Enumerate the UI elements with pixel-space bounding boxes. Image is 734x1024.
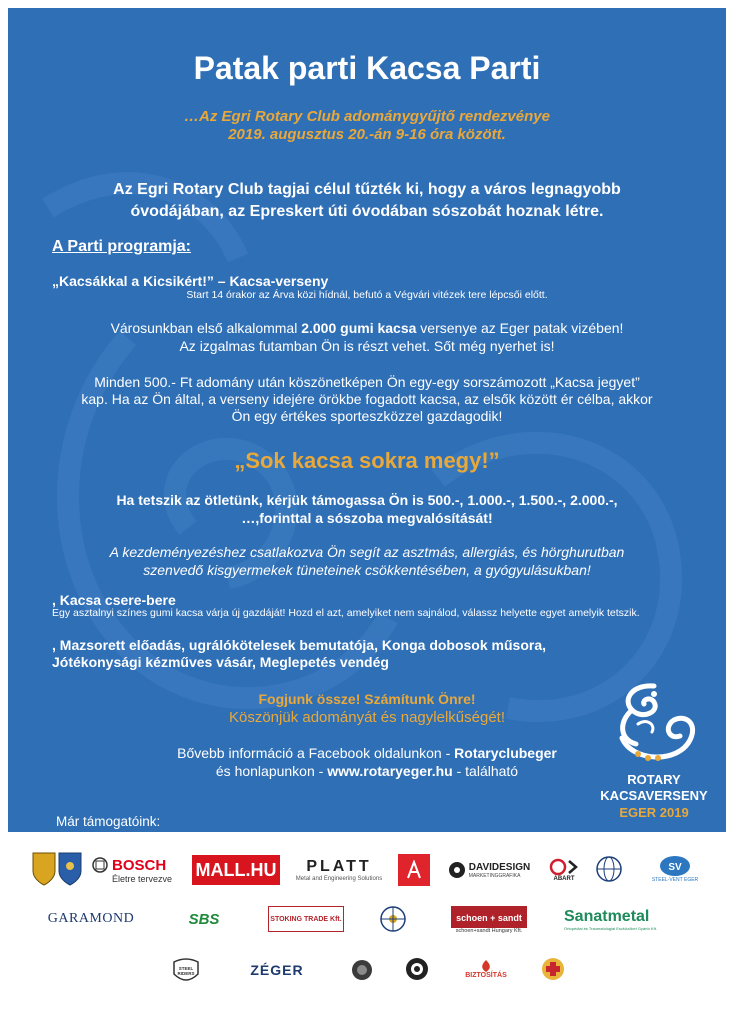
sponsor-mall <box>192 855 280 885</box>
ducks-line-1-before: Városunkban első alkalommal <box>110 320 302 336</box>
sponsor-stoking <box>268 906 344 932</box>
coat-of-arms-icon <box>30 850 84 888</box>
subtitle-date: 2019. augusztus 20.-án 9-16 óra között. <box>228 126 506 143</box>
biztositas-flame-icon <box>478 960 494 972</box>
steel-vent-name: STEEL-VENT EGER <box>651 877 699 883</box>
abart-name: ABART <box>553 876 575 882</box>
zeger-name: ZÉGER <box>250 962 304 978</box>
swap-title: , Kacsa csere-bere <box>52 592 176 608</box>
bosch-tagline: Életre tervezve <box>112 873 173 884</box>
swap-detail: Egy asztalnyi színes gumi kacsa várja új gazdáját! Hozd el azt, amelyiket nem sajnálod, válassz helyette egyet amelyik tetszik. <box>52 607 640 619</box>
support-line-1: Ha tetszik az ötletünk, kérjük támogassa Ön is 500.-, 1.000.-, 1.500.-, 2.000.-, <box>116 492 618 508</box>
svg-text:STEEL: STEEL <box>178 966 194 971</box>
svg-text:SV: SV <box>668 862 682 873</box>
logo-text-rotary: ROTARY <box>627 772 681 787</box>
steel-riders-badge-icon <box>171 956 201 986</box>
donate-line-1: Minden 500.- Ft adomány után köszönetképen Ön egy-egy sorszámozott „Kacsa jegyet” <box>94 374 640 390</box>
sponsor-garamond <box>44 906 138 932</box>
race-title: „Kacsákkal a Kicsikért!” – Kacsa-verseny <box>52 273 329 289</box>
davidesign-name: DAVIDESIGN <box>468 861 531 873</box>
sponsor-hkik <box>594 854 624 884</box>
slogan: „Sok kacsa sokra megy!” <box>234 448 500 473</box>
sponsor-davidesign <box>442 856 536 884</box>
sponsor-abart <box>544 852 584 888</box>
steel-vent-icon <box>659 855 691 877</box>
sponsor-biztositas <box>460 954 512 984</box>
davidesign-tagline: MARKETINGGRAFIKA <box>468 872 521 879</box>
bosch-armature-icon <box>92 857 108 873</box>
poster <box>8 8 726 832</box>
sanatmetal-name: Sanatmetal <box>564 907 650 925</box>
sponsor-bosch <box>92 852 184 888</box>
sponsor-red-a-logo <box>398 854 430 886</box>
stoking-name: STOKING TRADE Kft. <box>270 915 342 923</box>
donate-line-3: Ön egy értékes sporteszközzel gazdagodik! <box>231 408 503 424</box>
race-detail: Start 14 órakor az Árva közi hídnál, befutó a Végvári vitézek tere lépcsői előtt. <box>186 289 548 301</box>
intro-line-2: óvodájában, az Epreskert úti óvodában sószobát hoznak létre. <box>130 203 604 220</box>
intro-line-1: Az Egri Rotary Club tagjai célul tűzték ki, hogy a város legnagyobb <box>113 181 621 198</box>
logo-text-kacsaverseny: KACSAVERSENY <box>600 788 708 803</box>
schoen-tagline: schoen+sandt Hungary Kft. <box>455 928 523 934</box>
sponsor-zeger <box>240 958 314 982</box>
sponsor-steel-riders <box>170 955 202 987</box>
bosch-name: BOSCH <box>112 856 167 874</box>
sponsor-round-logo-1 <box>350 958 374 982</box>
events-line-2: Jótékonysági kézműves vásár, Meglepetés vendég <box>52 654 389 670</box>
ducks-count: 2.000 gumi kacsa <box>301 320 417 336</box>
sbs-name: SBS <box>188 910 220 928</box>
initiative-line-2: szenvedő kisgyermekek tüneteinek csökkentésében, a gyógyulásukban! <box>143 562 591 578</box>
rotary-duck-race-logo <box>594 678 714 828</box>
hkik-globe-icon <box>595 855 623 883</box>
round-badge-icon <box>405 957 429 981</box>
letter-a-icon <box>404 860 424 880</box>
logo-text-eger-2019: EGER 2019 <box>619 805 689 820</box>
sponsor-sbs <box>176 906 232 932</box>
subtitle-organizer: …Az Egri Rotary Club adománygyűjtő rendezvénye <box>184 108 550 125</box>
program-heading: A Parti programja: <box>52 238 191 255</box>
sponsor-sanatmetal <box>564 904 676 934</box>
sponsor-schoen-sandt <box>450 904 528 936</box>
garamond-name: GARAMOND <box>47 911 135 926</box>
website-url: www.rotaryeger.hu <box>327 763 453 779</box>
sponsor-round-logo-2 <box>404 956 430 982</box>
sanatmetal-tagline: Ortopédiai és Traumatológiai Eszközöket Gyártó Kft. <box>564 925 657 931</box>
ducks-line-2: Az izgalmas futamban Ön is részt vehet. Sőt még nyerhet is! <box>179 338 555 354</box>
platt-tagline: Metal and Engineering Solutions <box>295 876 383 882</box>
info-website-after: - található <box>452 763 519 779</box>
ducks-line-1-after: versenye az Eger patak vizében! <box>416 320 624 336</box>
support-line-2: …,forinttal a sószoba megvalósítását! <box>241 510 493 526</box>
facebook-page-name: Rotaryclubeger <box>454 745 557 761</box>
platt-name: PLATT <box>306 858 372 875</box>
info-facebook-text: Bővebb információ a Facebook oldalunkon - <box>177 745 455 761</box>
sponsor-platt <box>295 853 383 887</box>
events-line-1: , Mazsorett előadás, ugrálókötelesek bemutatója, Konga dobosok műsora, <box>52 637 546 653</box>
mall-name: MALL.HU <box>195 859 277 880</box>
round-seal-icon <box>351 959 373 981</box>
sponsor-steel-vent <box>640 852 710 886</box>
biztositas-name: BIZTOSÍTÁS <box>465 971 507 979</box>
sponsor-emblem <box>378 904 408 934</box>
wheel-emblem-icon <box>379 905 407 933</box>
eger-coat-of-arms-logo <box>30 850 84 888</box>
thanks-line-1: Fogjunk össze! Számítunk Önre! <box>258 691 476 707</box>
davidesign-icon <box>448 861 466 879</box>
sponsor-red-cross-logo <box>540 956 566 982</box>
donate-line-2: kap. Ha az Ön által, a verseny idejére örökbe fogadott kacsa, az elsők között ér célba, akkor <box>81 391 653 407</box>
cross-emblem-icon <box>541 957 565 981</box>
sponsors-label: Már támogatóink: <box>56 814 161 829</box>
abart-icon <box>549 858 579 876</box>
svg-text:RIDERS: RIDERS <box>177 971 195 976</box>
swan-swirl-icon <box>602 678 706 770</box>
poster-title: Patak parti Kacsa Parti <box>193 50 541 86</box>
info-website-text: és honlapunkon - <box>215 763 328 779</box>
ducks-line-1 <box>8 320 726 336</box>
thanks-line-2: Köszönjük adományát és nagylelkűségét! <box>228 709 505 726</box>
schoen-name: schoen + sandt <box>456 913 522 923</box>
initiative-line-1: A kezdeményezéshez csatlakozva Ön segít az asztmás, allergiás, és hörghurutban <box>109 544 625 560</box>
